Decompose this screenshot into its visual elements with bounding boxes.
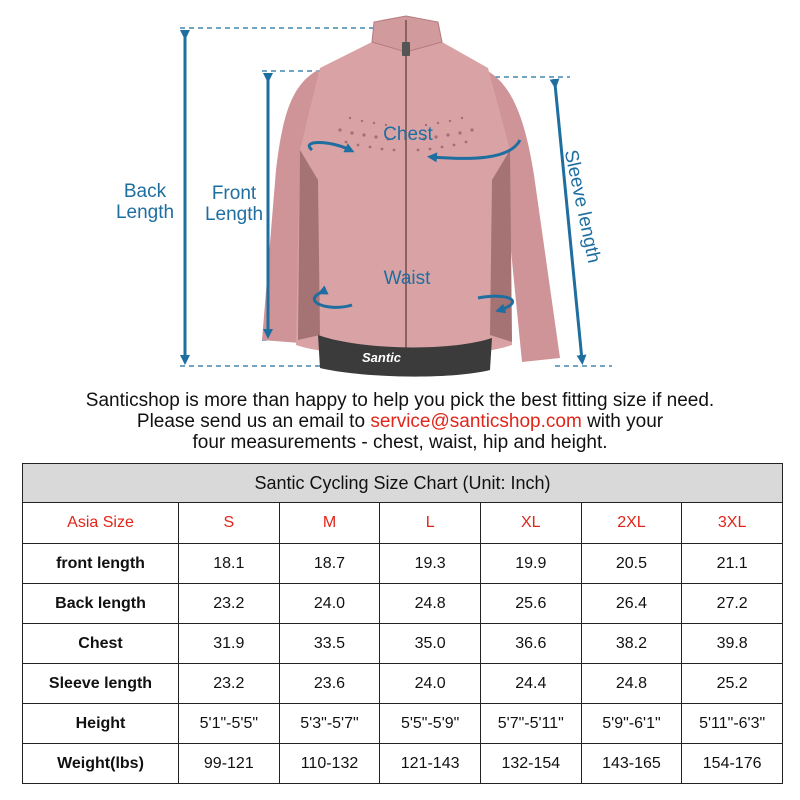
front-length-label-line1: Front bbox=[211, 183, 257, 204]
back-length-label-line2: Length bbox=[115, 202, 175, 223]
row-label: Height bbox=[23, 704, 179, 744]
table-cell: 19.9 bbox=[480, 544, 581, 584]
table-cell: 23.2 bbox=[179, 584, 280, 624]
intro-line-2-prefix: Please send us an email to bbox=[136, 411, 371, 432]
table-cell: 38.2 bbox=[581, 624, 682, 664]
intro-line-1: Santicshop is more than happy to help you pick the best fitting size if need. bbox=[85, 390, 715, 411]
jersey-body bbox=[296, 42, 512, 356]
table-cell: 99-121 bbox=[179, 744, 280, 784]
size-header-cell: 2XL bbox=[581, 503, 682, 544]
table-cell: 5'11"-6'3" bbox=[682, 704, 783, 744]
table-cell: 5'7"-5'11" bbox=[480, 704, 581, 744]
size-header-cell: XL bbox=[480, 503, 581, 544]
table-title: Santic Cycling Size Chart (Unit: Inch) bbox=[23, 464, 783, 503]
table-cell: 143-165 bbox=[581, 744, 682, 784]
table-cell: 24.4 bbox=[480, 664, 581, 704]
chest-label: Chest bbox=[383, 124, 433, 145]
intro-line-2 bbox=[0, 411, 800, 432]
table-row bbox=[23, 624, 783, 664]
front-length-label bbox=[197, 183, 271, 225]
table-cell: 132-154 bbox=[480, 744, 581, 784]
table-row bbox=[23, 584, 783, 624]
table-cell: 23.2 bbox=[179, 664, 280, 704]
size-header-row bbox=[23, 503, 783, 544]
table-cell: 25.6 bbox=[480, 584, 581, 624]
table-cell: 5'3"-5'7" bbox=[279, 704, 380, 744]
brand-logo: Santic bbox=[362, 350, 402, 365]
back-length-label-line1: Back bbox=[123, 181, 167, 202]
table-cell: 5'9"-6'1" bbox=[581, 704, 682, 744]
table-cell: 33.5 bbox=[279, 624, 380, 664]
table-cell: 18.1 bbox=[179, 544, 280, 584]
size-header-cell: S bbox=[179, 503, 280, 544]
table-row bbox=[23, 544, 783, 584]
email-link[interactable]: service@santicshop.com bbox=[370, 411, 582, 432]
measurement-diagram bbox=[0, 0, 800, 385]
size-chart-table bbox=[22, 463, 783, 784]
table-cell: 5'5"-5'9" bbox=[380, 704, 481, 744]
size-header-cell: L bbox=[380, 503, 481, 544]
table-cell: 20.5 bbox=[581, 544, 682, 584]
row-label: Back length bbox=[23, 584, 179, 624]
row-label: Weight(lbs) bbox=[23, 744, 179, 784]
sleeve-length-label: Sleeve length bbox=[559, 147, 605, 266]
table-row bbox=[23, 704, 783, 744]
table-cell: 24.8 bbox=[380, 584, 481, 624]
table-cell: 24.0 bbox=[279, 584, 380, 624]
table-cell: 31.9 bbox=[179, 624, 280, 664]
intro-line-3: four measurements - chest, waist, hip and height. bbox=[192, 432, 608, 453]
table-title-row bbox=[23, 464, 783, 503]
table-cell: 21.1 bbox=[682, 544, 783, 584]
row-label: front length bbox=[23, 544, 179, 584]
size-header-label: Asia Size bbox=[23, 503, 179, 544]
table-cell: 110-132 bbox=[279, 744, 380, 784]
table-row bbox=[23, 744, 783, 784]
table-cell: 19.3 bbox=[380, 544, 481, 584]
table-row bbox=[23, 664, 783, 704]
table-cell: 27.2 bbox=[682, 584, 783, 624]
intro-text bbox=[0, 390, 800, 453]
table-cell: 24.0 bbox=[380, 664, 481, 704]
intro-line-2-suffix: with your bbox=[581, 411, 664, 432]
back-length-label bbox=[108, 181, 182, 223]
table-cell: 26.4 bbox=[581, 584, 682, 624]
row-label: Sleeve length bbox=[23, 664, 179, 704]
table-cell: 24.8 bbox=[581, 664, 682, 704]
row-label: Chest bbox=[23, 624, 179, 664]
table-cell: 35.0 bbox=[380, 624, 481, 664]
table-cell: 121-143 bbox=[380, 744, 481, 784]
table-cell: 25.2 bbox=[682, 664, 783, 704]
table-cell: 39.8 bbox=[682, 624, 783, 664]
size-header-cell: M bbox=[279, 503, 380, 544]
table-cell: 18.7 bbox=[279, 544, 380, 584]
table-cell: 36.6 bbox=[480, 624, 581, 664]
table-cell: 154-176 bbox=[682, 744, 783, 784]
waist-label: Waist bbox=[383, 268, 431, 289]
table-cell: 5'1"-5'5" bbox=[179, 704, 280, 744]
size-header-cell: 3XL bbox=[682, 503, 783, 544]
front-length-label-line2: Length bbox=[204, 204, 264, 225]
table-cell: 23.6 bbox=[279, 664, 380, 704]
